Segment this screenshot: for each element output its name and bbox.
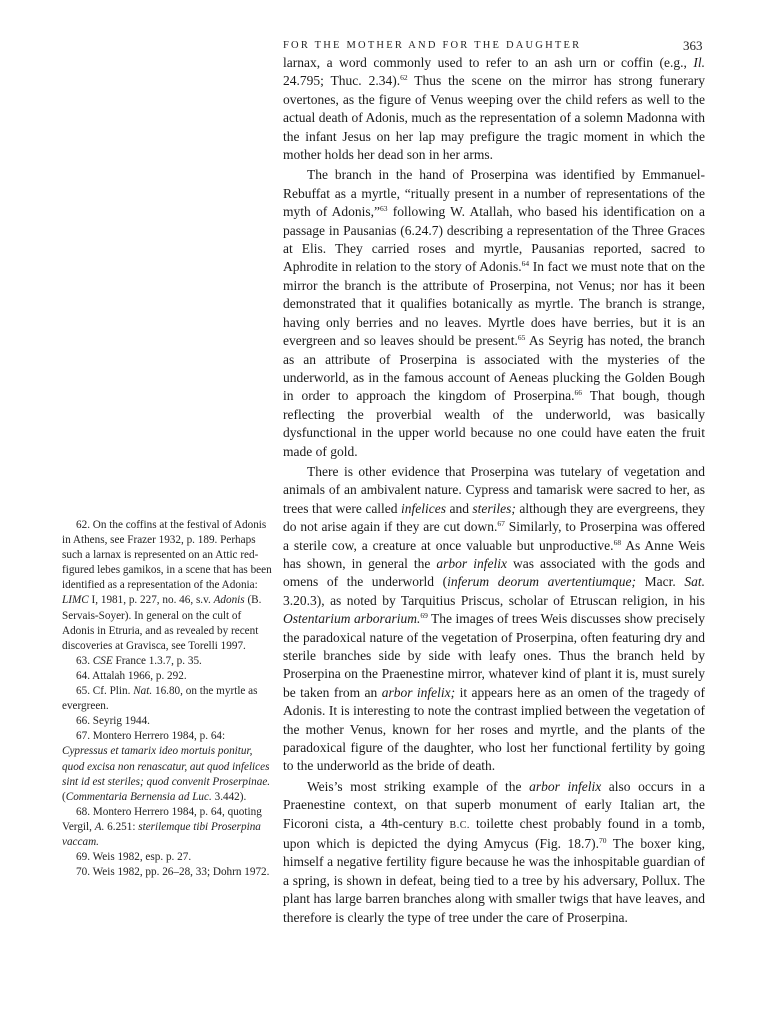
paragraph-3	[283, 463, 705, 776]
main-text-column	[283, 54, 705, 927]
footnote-ref: 64	[521, 259, 530, 269]
footnote-ref: 62	[400, 73, 408, 83]
footnote-69	[62, 850, 272, 865]
text-run: arbor infelix	[529, 778, 602, 794]
text-run: 69. Weis 1982, esp. p. 27.	[76, 851, 192, 864]
text-run: arbor infelix	[436, 555, 507, 571]
paragraph-1	[283, 54, 705, 164]
page-number: 363	[683, 38, 703, 53]
text-run: The images of trees Weis discusses show precisely the paradoxical nature of the vegetation of Proserpina, often featuring dry and sterile branches side by side with leafy ones. Thus the branch held by Proserpina on the Praenestine mirror, whatever kind of plant it is, must surely be taken from an	[283, 611, 706, 700]
text-run: Adonis	[213, 594, 245, 607]
footnote-65	[62, 684, 272, 714]
text-run: That bough, though reflecting the proverbial wealth of the underworld, was basically dysfunctional in the upper world because no one could have eaten the fruit made of gold.	[283, 388, 706, 459]
footnote-ref: 68	[613, 537, 622, 547]
text-run: CSE	[92, 654, 113, 667]
text-run: following W. Atallah, who based his identification on a passage in Pausanias (6.24.7) describing a representation of the Three Graces at Elis. They carried roses and myrtle, Pausanias reported, sacred to Aphrodite in relation to the story of Adonis.	[283, 204, 705, 275]
text-run: Commentaria Bernensia ad Luc.	[65, 790, 212, 803]
text-run: 16.80, on the myrtle as evergreen.	[62, 685, 258, 713]
footnote-62	[62, 518, 272, 654]
text-run: steriles;	[472, 500, 516, 516]
text-run: 62. On the coffins at the festival of Adonis in Athens, see Frazer 1932, p. 189. Perhaps such a larnax is represented on an Attic red-figured lebes gamikos, in a scene that has been identified as a representation of the Adonia:	[62, 519, 272, 592]
text-run: Il.	[693, 55, 705, 70]
text-run: 24.795; Thuc. 2.34).	[283, 73, 401, 89]
text-run: although they are evergreens, they do not arise again if they are cut down.	[283, 500, 705, 535]
text-run: and	[446, 500, 473, 516]
text-run: I, 1981, p. 227, no. 46, s.v.	[88, 594, 214, 607]
text-run: A.	[94, 820, 105, 833]
paragraph-2	[283, 166, 705, 461]
text-run: Thus the scene on the mirror has strong funerary overtones, as the figure of Venus weeping over the child refers as well to the actual death of Adonis, much as the representation of a solemn Madonna with the infant Jesus on her lap may prefigure the tragic moment in which the mother holds her dead son in her arms.	[283, 73, 705, 163]
text-run: 68. Montero Herrero 1984, p. 64, quoting Vergil,	[62, 805, 262, 833]
footnote-68	[62, 805, 272, 850]
text-run: 3.20.3), as noted by Tarquitius Priscus, scholar of Etruscan religion, in his	[283, 592, 705, 608]
text-run: Similarly, to Proserpina was offered a sterile cow, a creature at once valuable but unproductive.	[283, 519, 705, 553]
text-run: it appears here as an omen of the tragedy of Adonis. It is interesting to note the contrast implied between the vegetation of the mother Venus, known for her roses and myrtle, and the plants of the paradoxical figure of the daughter, who lost her functional fertility by going to the underworld as the bride of death.	[283, 684, 705, 774]
text-run: inferum deorum avertentiumque;	[447, 574, 637, 590]
running-header: FOR THE MOTHER AND FOR THE DAUGHTER	[283, 40, 582, 51]
text-run: In fact we must note that on the mirror the branch is the attribute of Proserpina, not Venus; nor has it been demonstrated that it qualifies botanically as myrtle. The branch is strange, having only berries and no leaves. Myrtle does have berries, but it is an evergreen and so leaves should be present.	[283, 259, 705, 349]
text-run: 3.442).	[211, 790, 247, 803]
text-run: infelices	[401, 500, 446, 516]
footnote-63	[62, 654, 272, 669]
text-run: LIMC	[62, 594, 89, 607]
footnote-ref: 65	[517, 333, 526, 343]
text-run: 70. Weis 1982, pp. 26–28, 33; Dohrn 1972.	[76, 866, 270, 879]
text-run: The branch in the hand of Proserpina was identified by Emmanuel-Rebuffat as a myrtle, “ritually present in a number of representations of the myth of Adonis,”	[283, 167, 705, 220]
footnote-ref: 66	[574, 388, 583, 398]
footnote-ref: 67	[497, 519, 505, 529]
text-run: The boxer king, himself a negative fertility figure because he was the inhospitable guardian of a spring, is shown in defeat, being tied to a tree by his adversary, Pollux. The plant has large barren branches along with smaller twigs that have leaves, and therefore is clearly the type of tree under the care of Proserpina.	[283, 836, 706, 925]
footnote-67	[62, 729, 272, 804]
footnote-ref: 69	[420, 611, 428, 621]
text-run: Cypressus et tamarix ideo mortuis ponitur, quod excisa non renascatur, aut quod infelices sint id est steriles; quod convenit Proserpinae.	[62, 745, 271, 788]
text-run: 64. Attalah 1966, p. 292.	[76, 669, 187, 682]
text-run: Weis’s most striking example of the	[307, 778, 530, 794]
text-run: was associated with the gods and omens of the underworld (	[283, 555, 705, 590]
text-run: Nat.	[133, 685, 153, 698]
text-run: toilette chest probably found in a tomb, upon which is depicted the dying Amycus (Fig. 18.7).	[283, 815, 705, 852]
text-run: There is other evidence that Proserpina was tutelary of vegetation and animals of an ambivalent nature. Cypress and tamarisk were sacred to her, as trees that were called	[283, 463, 705, 516]
text-run: Macr.	[636, 574, 685, 590]
text-run: (B. Servais-Soyer). In general on the cult of Adonis in Etruria, and as revealed by recent discoveries at Gravisca, see Torelli 1997.	[62, 594, 262, 652]
text-run: As Anne Weis has shown, in general the	[283, 537, 706, 571]
text-run: sterilemque tibi Proserpina vaccam.	[62, 820, 261, 848]
text-run: (	[62, 790, 66, 803]
text-run: Sat.	[684, 574, 705, 590]
text-run: As Seyrig has noted, the branch as an attribute of Proserpina is associated with the mysteries of the underworld, as in the famous account of Aeneas plucking the Golden Bough in order to approach the kingdom of Proserpina.	[283, 333, 706, 404]
footnote-64	[62, 669, 272, 684]
footnote-66	[62, 714, 272, 729]
text-run: 65. Cf. Plin.	[76, 685, 134, 698]
text-run: 63.	[76, 654, 93, 667]
text-run: B.C.	[449, 819, 470, 831]
text-run: arbor infelix;	[381, 684, 456, 700]
text-run: also occurs in a Praenestine context, on that superb monument of early Italian art, the Ficoroni cista, a 4th-century	[283, 778, 705, 831]
footnote-70	[62, 865, 272, 880]
footnotes-column	[62, 518, 272, 880]
text-run: Ostentarium arborarium.	[283, 611, 421, 627]
text-run: 6.251:	[104, 820, 139, 833]
footnote-ref: 70	[599, 836, 607, 846]
text-run: larnax, a word commonly used to refer to an ash urn or coffin (e.g.,	[283, 55, 694, 70]
text-run: 67. Montero Herrero 1984, p. 64:	[76, 730, 226, 743]
text-run: France 1.3.7, p. 35.	[112, 654, 202, 667]
paragraph-4	[283, 778, 705, 927]
footnote-ref: 63	[380, 204, 388, 214]
text-run: 66. Seyrig 1944.	[76, 715, 150, 728]
